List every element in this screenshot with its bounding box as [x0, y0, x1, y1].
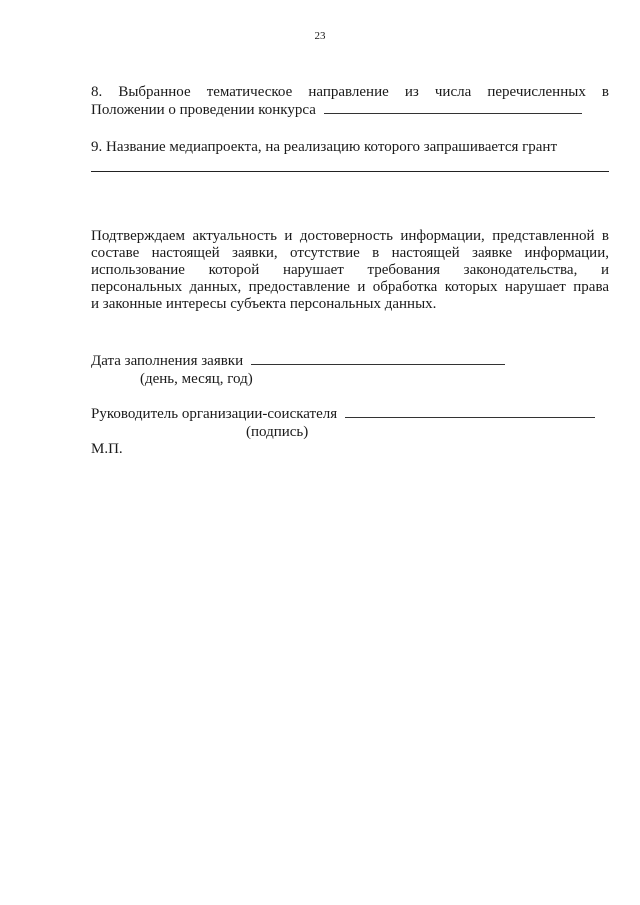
item-8-line-2 — [91, 101, 609, 119]
item-8-line-1: 8. Выбранное тематическое направление из числа перечисленных в — [91, 84, 609, 100]
signature-row — [91, 405, 609, 423]
item-8-label: Положении о проведении конкурса — [91, 102, 316, 118]
date-row — [91, 352, 609, 370]
signature-line — [91, 405, 609, 423]
confirmation-line: Подтверждаем актуальность и достоверность информации, представленной в — [91, 228, 609, 244]
date-label: Дата заполнения заявки — [91, 353, 244, 369]
project-name-field[interactable] — [91, 171, 609, 172]
page-number: 23 — [314, 30, 326, 42]
confirmation-line: и законные интересы субъекта персональных данных. — [91, 296, 437, 312]
confirmation-line: составе настоящей заявки, отсутствие в настоящей заявке информации, — [91, 245, 609, 261]
signature-input-field[interactable] — [345, 405, 595, 418]
signature-label: Руководитель организации-соискателя — [91, 406, 338, 422]
confirmation-paragraph — [91, 228, 609, 313]
item-9-label: 9. Название медиапроекта, на реализацию которого запрашивается грант — [91, 139, 558, 155]
signature-caption: (подпись) — [246, 424, 309, 440]
thematic-direction-field[interactable] — [324, 101, 582, 114]
date-caption: (день, месяц, год) — [140, 371, 253, 387]
date-line — [91, 352, 609, 370]
item-9 — [91, 139, 609, 156]
item-8 — [91, 84, 609, 119]
confirmation-line: использование которой нарушает требования законодательства, и — [91, 262, 609, 278]
confirmation-line: персональных данных, предоставление и обработка которых нарушает права — [91, 279, 609, 295]
stamp-placeholder: М.П. — [91, 441, 123, 457]
date-input-field[interactable] — [251, 352, 505, 365]
